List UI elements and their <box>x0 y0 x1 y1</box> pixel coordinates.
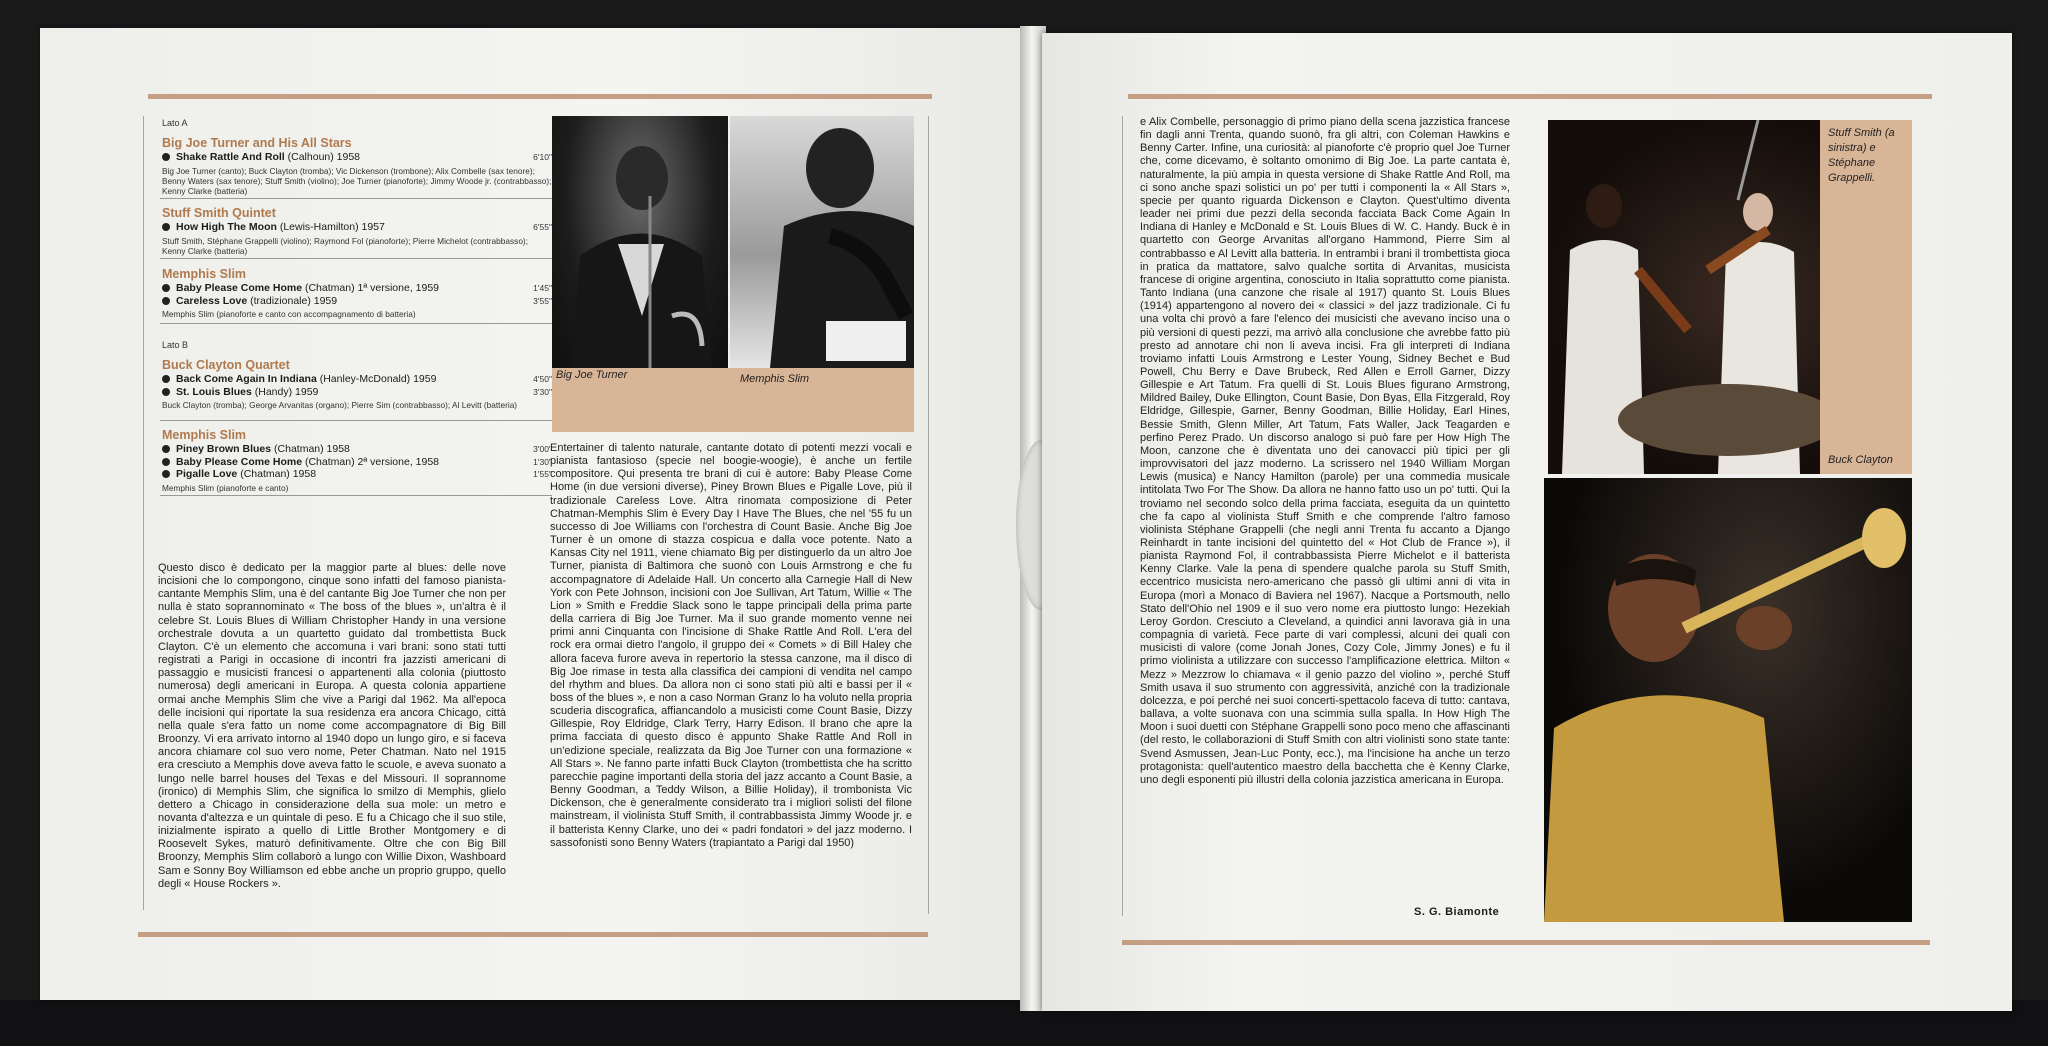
track-duration: 6'55" <box>533 222 552 232</box>
track-row <box>162 386 552 399</box>
top-rule-left <box>148 94 932 99</box>
side-b-label: Lato B <box>162 340 189 350</box>
track-row <box>162 373 552 386</box>
track-row <box>162 443 552 456</box>
divider <box>160 420 552 421</box>
track-detail: (Handy) 1959 <box>251 385 319 398</box>
track-row <box>162 456 552 469</box>
margin-rule-left-2 <box>928 116 929 914</box>
divider <box>160 495 552 496</box>
photo-memphis-slim <box>730 116 914 368</box>
track-row <box>162 151 552 164</box>
track-group <box>162 267 552 319</box>
divider <box>160 198 552 199</box>
bullet-icon <box>162 375 170 383</box>
ensemble-name: Buck Clayton Quartet <box>162 358 290 372</box>
track-group <box>162 206 552 256</box>
notes-column-1: Questo disco è dedicato per la maggior parte al blues: delle nove incisioni che lo compongono, cinque sono infatti del famoso pianista-cantante Memphis Slim, una è del cantante Big Joe Turner che non per nulla è stato soprannominato « The boss of the blues », un'altra è il celebre St. Louis Blues di William Christopher Handy in una versione orchestrale dovuta a un quartetto guidato dal trombettista Buck Clayton. C'è un elemento che accomuna i vari brani: sono stati tutti registrati a Parigi in occasione di incontri fra jazzisti americani di passaggio e musicisti francesi o appartenenti alla colonia (piuttosto numerosa) degli americani in Europa. A questa colonia appartiene ormai anche Memphis Slim che vive a Parigi dal 1962. Ma all'epoca delle incisioni qui riportate la sua residenza era ancora Chicago, città nella quale s'era fatto un nome come accompagnatore di Big Bill Broonzy. Vi era arrivato intorno al 1940 dopo un lungo giro, e si faceva ancora chiamare col suo vero nome, Peter Chatman. Nato nel 1915 era cresciuto a Memphis dove aveva fatto le scuole, e aveva suonato a lungo nelle barrel houses del Texas e del Missouri. Il soprannome (ironico) di Memphis Slim, che significa lo smilzo di Memphis, glielo dettero a Chicago in considerazione della sua mole: un metro e novanta d'altezza e un quintale di peso. E fu a Chicago che il suo stile, inizialmente ispirato a quello di Little Brother Montgomery e di Roosevelt Sykes, maturò definitivamente. Oltre che con Big Bill Broonzy, Memphis Slim collaborò a lungo con Willie Dixon, Washboard Sam e Sonny Boy Williamson ed ebbe anche un proprio gruppo, quello degli « House Rockers ». <box>158 562 506 890</box>
track-row <box>162 468 552 481</box>
track-group <box>162 428 552 493</box>
ensemble-name: Memphis Slim <box>162 267 247 281</box>
bullet-icon <box>162 388 170 396</box>
track-title: Back Come Again In Indiana <box>176 373 317 385</box>
author-signature: S. G. Biamonte <box>1414 906 1500 918</box>
bullet-icon <box>162 445 170 453</box>
margin-rule-left <box>143 116 144 910</box>
track-duration: 3'30" <box>533 386 552 397</box>
track-group <box>162 136 552 196</box>
track-title: Piney Brown Blues <box>176 443 272 455</box>
bottom-rule-right <box>1122 940 1930 945</box>
ensemble-name: Big Joe Turner and His All Stars <box>162 136 352 150</box>
track-title: Baby Please Come Home <box>176 282 303 294</box>
divider <box>160 258 552 259</box>
track-duration: 1'55" <box>533 469 552 479</box>
track-detail: (Chatman) 1958 <box>237 468 317 480</box>
notes-column-3: e Alix Combelle, personaggio di primo piano della scena jazzistica francese fin dagli anni Trenta, quando suonò, fra gli altri, con Coleman Hawkins e Benny Carter. Infine, una curiosità: al pianoforte c'è proprio quel Joe Turner che, come dicevamo, è soltanto omonimo di Big Joe. La parte cantata è, naturalmente, la più ampia in questa versione di Shake Rattle And Roll, ma ci sono anche spazi solistici un po' per tutti i componenti la « All Stars », specie per quanto riguarda Dickenson e Clayton. Quest'ultimo diventa leader nei primi due pezzi della seconda facciata Back Come Again In Indiana di Hanley e McDonald e St. Louis Blues di W. C. Handy. Buck è in quartetto con George Arvanitas all'organo Hammond, Pierre Sim al contrabbasso e Al Levitt alla batteria. In entrambi i brani il trombettista gioca in pratica da mattatore, salvo qualche sortita di Arvanitas, musicista francese di origine argentina, conosciuto in Italia soprattutto come pianista. Tanto Indiana (una canzone che risale al 1917) quanto St. Louis Blues (1914) appartengono al novero dei « classici » del jazz tradizionale. Ci fu una volta chi provò a fare l'elenco dei musicisti che avevano inciso una o più versioni di questi pezzi, ma arrivò alla conclusione che avrebbe fatto più presto ad annotare chi non li aveva incisi. Fra gli interpreti di Indiana troviamo infatti Louis Armstrong e Lester Young, Sidney Bechet e Bud Powell, Chu Berry e Dave Brubeck, Red Allen e Erroll Garner, Dizzy Gillespie e Art Tatum. Fra quelli di St. Louis Blues figurano Armstrong, Mildred Bailey, Duke Ellington, Count Basie, Don Byas, Ella Fitzgerald, Roy Eldridge, Gillespie, Garner, Benny Goodman, Billie Holiday, Earl Hines, Bessie Smith, Glenn Miller, Art Tatum, Fats Waller, Jack Teagarden e perfino Perez Prado. Un discorso analogo si può fare per How High The Moon, canzone che è diventata uno dei canovacci più tipici per gli improvvisatori del jazz moderno. La scrissero nel 1940 William Morgan Lewis (musica) e Nancy Hamilton (parole) per una commedia musicale intitolata Two For The Show. Da allora ne hanno fatto uso un po' tutti. Qui la troviamo nel secondo solco della prima facciata, eseguita da un quintetto che fa capo al violinista Stuff Smith e che comprende l'altro famoso violinista Stéphane Grappelli (che negli anni Trenta fu accanto a Django Reinhardt in tante incisioni del quintetto del « Hot Club de France »), il pianista Raymond Fol, il contrabbassista Pierre Michelot e il batterista Kenny Clarke. Vale la pena di spendere qualche parola su Stuff Smith, eccentrico musicista nero-americano che passò gli ultimi anni di vita in Europa (morì a Monaco di Baviera nel 1967). Nacque a Portsmouth, nello Stato dell'Ohio nel 1909 e il suo vero nome era piuttosto lungo: Hezekiah Leroy Gordon. Cresciuto a Cleveland, a quindici anni lavorava già in una compagnia di varietà. Fece parte di vari complessi, alcuni dei quali con musicisti di valore (come Jonah Jones, Cozy Cole, Jimmy Jones) e fu il primo violinista a utilizzare con successo l'amplificazione elettrica. Milton « Mezz » Mezzrow lo chiamava « il genio pazzo del violino », perché Stuff Smith usava il suo strumento con aggressività, anziché con la tradizionale dolcezza, e poi perché nei suoi concerti-spettacolo faceva di tutto: cantava, ballava, a volte suonava con una scimmia sulla spalla. In How High The Moon i suoi duetti con Stéphane Grappelli sono poco meno che affascinanti (del resto, le collaborazioni di Stuff Smith con altri violinisti sono state tante: Svend Asmussen, Jean-Luc Ponty, ecc.), ma l'incisione ha anche un terzo protagonista: quell'autentico maestro della bacchetta che è Kenny Clarke, uno degli esponenti più illustri della colonia jazzistica americana in Europa. <box>1140 116 1510 786</box>
bullet-icon <box>162 223 170 231</box>
bullet-icon <box>162 297 170 305</box>
caption-stuff-smith: Stuff Smith (a sinistra) e Stéphane Grappelli. <box>1828 127 1895 184</box>
bullet-icon <box>162 153 170 161</box>
track-title: Careless Love <box>176 294 248 307</box>
track-duration: 4'50" <box>533 374 552 384</box>
track-credits: Big Joe Turner (canto); Buck Clayton (tromba); Vic Dickenson (trombone); Alix Combelle (sax tenore); Benny Waters (sax tenore); Stuff Smith (violino); Joe Turner (pianoforte); Jimmy Woode jr. (contrabbasso); Kenny Clarke (batteria) <box>162 165 552 196</box>
track-title: How High The Moon <box>176 221 277 233</box>
top-rule-right <box>1128 94 1932 99</box>
track-credits: Memphis Slim (pianoforte e canto con accompagnamento di batteria) <box>162 309 416 319</box>
track-credits: Memphis Slim (pianoforte e canto) <box>162 482 289 493</box>
track-title: St. Louis Blues <box>176 385 252 398</box>
track-row <box>162 282 552 295</box>
track-detail: (Chatman) 1958 <box>271 443 350 455</box>
bullet-icon <box>162 458 170 466</box>
track-detail: (Hanley-McDonald) 1959 <box>316 373 437 385</box>
bottom-rule-left <box>138 932 928 937</box>
track-duration: 1'45" <box>533 283 552 293</box>
caption-joe-turner: Big Joe Turner <box>556 369 628 381</box>
track-duration: 3'00" <box>533 444 552 454</box>
track-group <box>162 358 552 410</box>
track-detail: (Calhoun) 1958 <box>284 151 361 163</box>
photo-buck-clayton <box>1544 478 1912 922</box>
track-title: Baby Please Come Home <box>176 455 303 468</box>
track-duration: 3'55" <box>533 295 552 306</box>
track-detail: (Chatman) 2ª versione, 1958 <box>302 455 440 468</box>
track-duration: 6'10" <box>533 152 552 162</box>
track-row <box>162 295 552 308</box>
side-a-label: Lato A <box>162 118 188 128</box>
track-title: Shake Rattle And Roll <box>176 151 285 163</box>
bullet-icon <box>162 284 170 292</box>
track-title: Pigalle Love <box>176 468 238 480</box>
track-duration: 1'30" <box>533 456 552 467</box>
bullet-icon <box>162 470 170 478</box>
photo-stuff-smith-grappelli <box>1548 120 1820 474</box>
track-credits: Buck Clayton (tromba); George Arvanitas (organo); Pierre Sim (contrabbasso); Al Levitt (batteria) <box>162 400 518 410</box>
photo-joe-turner <box>552 116 728 368</box>
track-detail: (tradizionale) 1959 <box>247 294 338 307</box>
ensemble-name: Stuff Smith Quintet <box>162 206 276 220</box>
caption-buck-clayton: Buck Clayton <box>1828 454 1893 466</box>
divider <box>160 323 552 324</box>
notes-column-2: Entertainer di talento naturale, cantante dotato di potenti mezzi vocali e pianista fantasioso (specie nel boogie-woogie), è anche un fertile compositore. Qui presenta tre brani di cui è autore: Baby Please Come Home (in due versioni diverse), Piney Brown Blues e Pigalle Love, più il tradizionale Careless Love. Altra rinomata composizione di Peter Chatman-Memphis Slim è Every Day I Have The Blues, che nel '55 fu un successo di Joe Williams con l'orchestra di Count Basie. Anche Big Joe Turner è un omone di stazza cospicua e dalla voce potente. Nato a Kansas City nel 1911, viene chiamato Big per distinguerlo da un altro Joe Turner, pianista di Baltimora che suonò con Louis Armstrong e che fu accompagnatore di Adelaide Hall. Un concerto alla Carnegie Hall di New York con Pete Johnson, incisioni con Joe Sullivan, Art Tatum, Willie « The Lion » Smith e Freddie Slack sono le tappe principali della prima parte della carriera di Big Joe Turner. Ma il suo grande momento venne nei primi anni Cinquanta con l'incisione di Shake Rattle And Roll. L'era del rock era ormai dietro l'angolo, il gruppo dei « Comets » di Bill Haley che allora faceva furore aveva in repertorio la stessa canzone, ma il disco di Big Joe rimase in testa alla classifica dei campioni di vendita nel campo del rhythm and blues. Da allora non ci sono stati più alti e bassi per il « boss of the blues », e non a caso Norman Granz lo ha voluto nella propria scuderia discografica, affiancandolo a musicisti come Count Basie, Dizzy Gillespie, Roy Eldridge, Clark Terry, Harry Edison. Il brano che apre la prima facciata di questo disco è appunto Shake Rattle And Roll in un'edizione speciale, realizzata da Big Joe Turner con una formazione « All Stars ». Ne fanno parte infatti Buck Clayton (trombettista che ha scritto parecchie pagine importanti della storia del jazz accanto a Count Basie, a Benny Goodman, a Teddy Wilson, a Billie Holiday), il trombonista Vic Dickenson, che è generalmente considerato tra i migliori solisti del filone mainstream, il violinista Stuff Smith, il contrabbassista Jimmy Woode jr. e il batterista Kenny Clarke, uno dei « padri fondatori » del jazz moderno. I sassofonisti sono Benny Waters (trapiantato a Parigi dal 1950) <box>550 442 912 849</box>
track-detail: (Chatman) 1ª versione, 1959 <box>302 282 440 294</box>
track-credits: Stuff Smith, Stéphane Grappelli (violino); Raymond Fol (pianoforte); Pierre Michelot (contrabbasso); Kenny Clarke (batteria) <box>162 235 528 256</box>
ensemble-name: Memphis Slim <box>162 428 247 442</box>
track-row <box>162 221 552 234</box>
track-detail: (Lewis-Hamilton) 1957 <box>276 221 385 233</box>
margin-rule-right <box>1122 116 1123 916</box>
caption-memphis-slim: Memphis Slim <box>740 373 810 385</box>
